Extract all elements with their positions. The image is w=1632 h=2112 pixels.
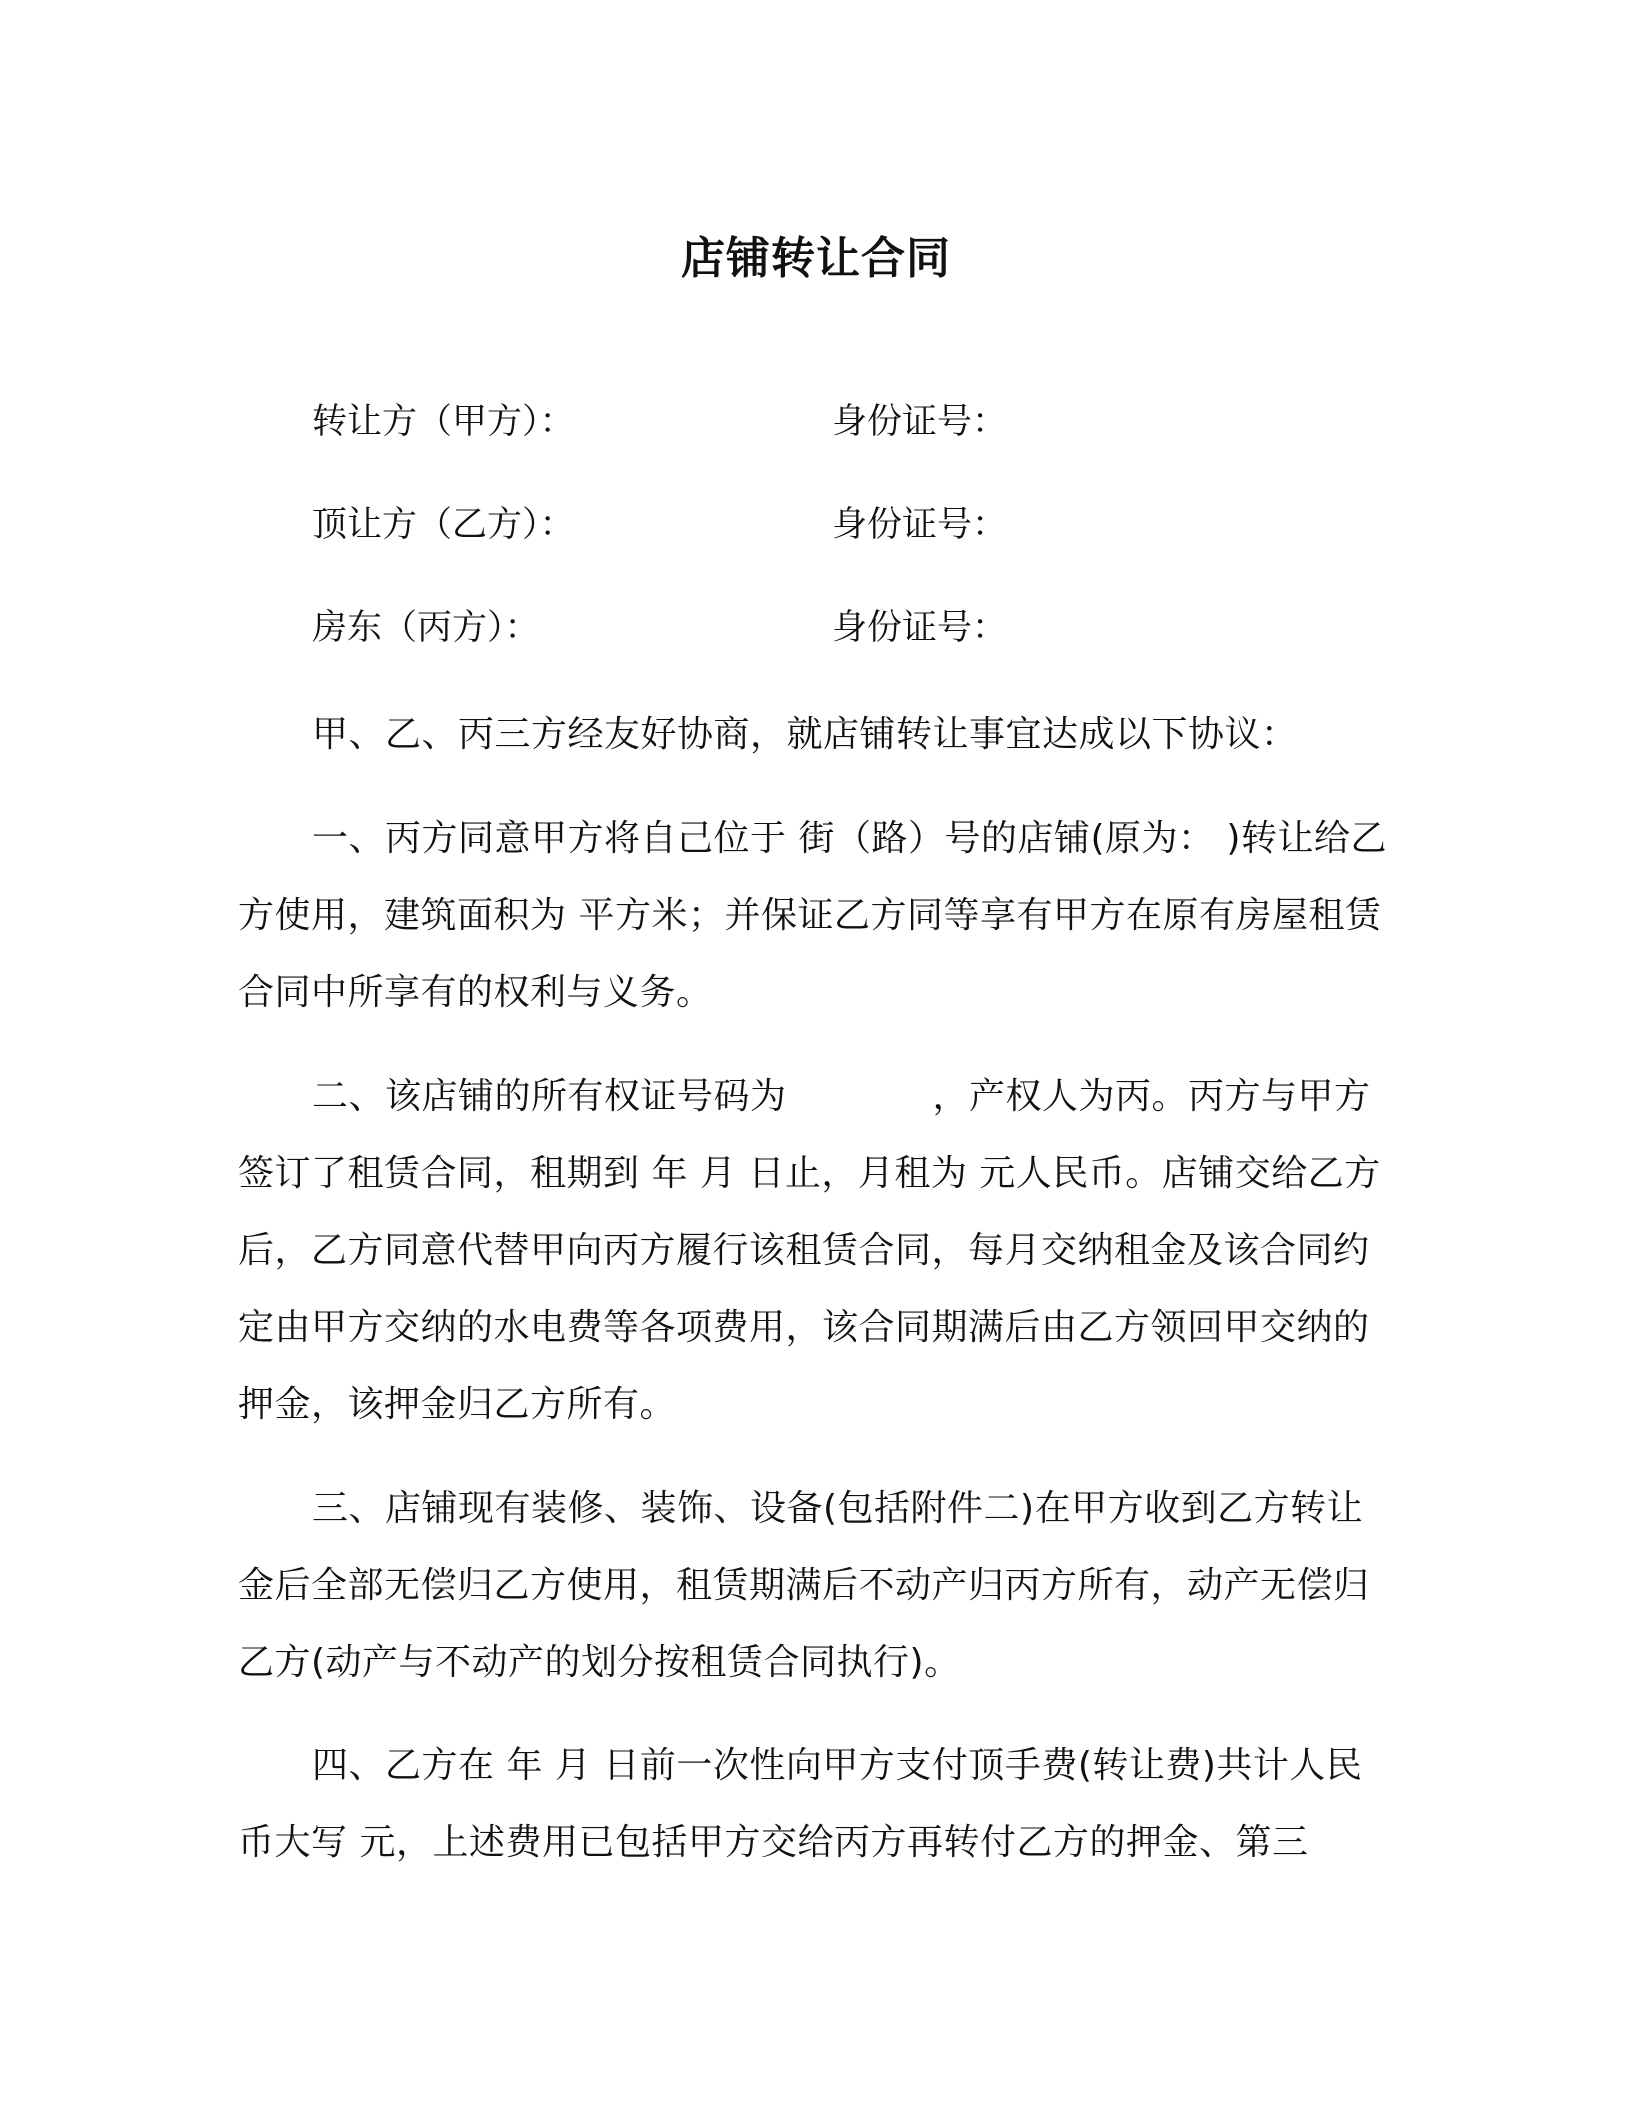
clause-1: 一、丙方同意甲方将自己位于 街（路）号的店铺(原为： )转让给乙方使用，建筑面积为 平方米；并保证乙方同等享有甲方在原有房屋租赁合同中所享有的权利与义务。: [238, 818, 1387, 1013]
agreement-intro: 甲、乙、丙三方经友好协商，就店铺转让事宜达成以下协议：: [312, 714, 1298, 755]
transferee-label: 顶让方（乙方）：: [312, 505, 575, 545]
clause-3: 三、店铺现有装修、装饰、设备(包括附件二)在甲方收到乙方转让金后全部无偿归乙方使用，租赁期满后不动产归丙方所有，动产无偿归乙方(动产与不动产的划分按租赁合同执行)。: [238, 1488, 1370, 1683]
landlord-label: 房东（丙方）：: [312, 608, 540, 648]
clause-2: 二、该店铺的所有权证号码为 ，产权人为丙。丙方与甲方签订了租赁合同，租期到 年 月 日止，月租为 元人民币。店铺交给乙方后，乙方同意代替甲向丙方履行该租赁合同，每月交纳租金及该合同约定由甲方交纳的水电费等各项费用，该合同期满后由乙方领回甲交纳的押金，该押金归乙方所有。: [238, 1076, 1381, 1425]
document-title: 店铺转让合同: [681, 233, 951, 284]
clause-4: 四、乙方在 年 月 日前一次性向甲方支付顶手费(转让费)共计人民币大写 元，上述费用已包括甲方交给丙方再转付乙方的押金、第三: [238, 1745, 1363, 1863]
transferee-id-label: 身份证号：: [832, 505, 1008, 545]
landlord-id-label: 身份证号：: [832, 608, 1008, 648]
transferor-id-label: 身份证号：: [832, 402, 1008, 442]
transferor-label: 转让方（甲方）：: [312, 402, 575, 442]
